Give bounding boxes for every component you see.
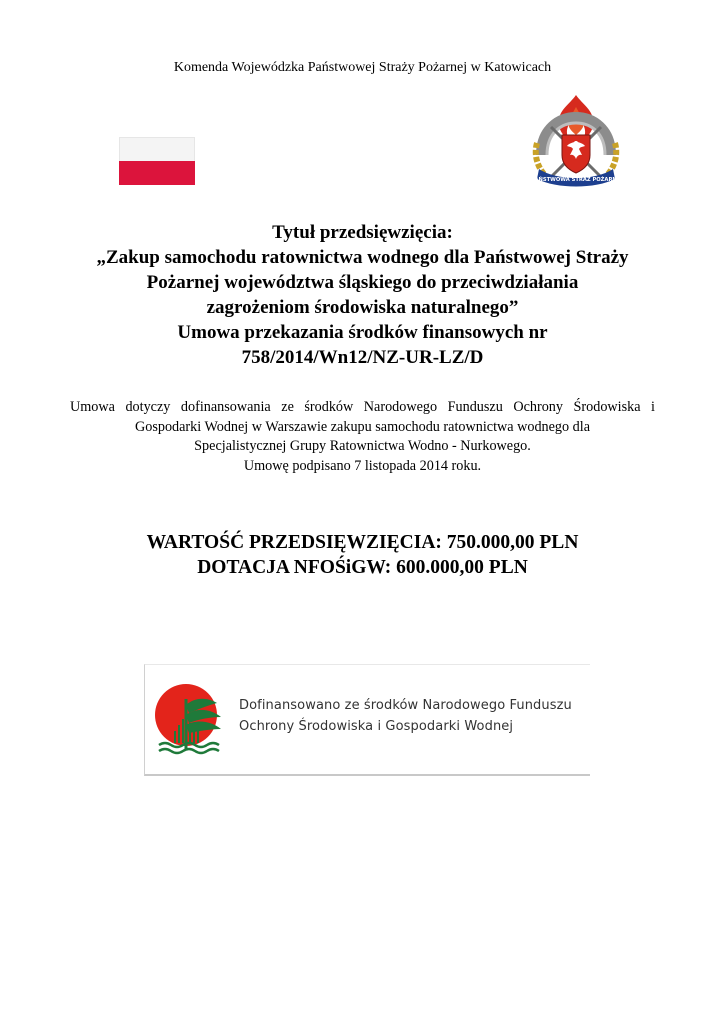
description-paragraph bbox=[70, 398, 655, 476]
organization-header: Komenda Wojewódzka Państwowej Straży Pożarnej w Katowicach bbox=[173, 60, 552, 75]
banner-line-1: Dofinansowano ze środków Narodowego Funduszu bbox=[239, 698, 572, 713]
description-line: Umowa dotyczy dofinansowania ze środków Narodowego Funduszu Ochrony Środowiska i bbox=[70, 399, 655, 415]
description-line: Specjalistycznej Grupy Ratownictwa Wodno - Nurkowego. bbox=[194, 438, 531, 454]
polish-flag-icon bbox=[119, 137, 195, 185]
title-line: Tytuł przedsięwzięcia: bbox=[272, 222, 453, 243]
funding-values bbox=[40, 530, 685, 580]
title-line: Pożarnej województwa śląskiego do przeciwdziałania bbox=[146, 272, 579, 293]
description-line: Umowę podpisano 7 listopada 2014 roku. bbox=[243, 457, 482, 474]
nfosigw-banner bbox=[144, 664, 590, 776]
title-line: 758/2014/Wn12/NZ-UR-LZ/D bbox=[241, 347, 484, 368]
grant-value: DOTACJA NFOŚiGW: 600.000,00 PLN bbox=[197, 557, 528, 578]
project-title bbox=[60, 220, 665, 370]
banner-line-2: Ochrony Środowiska i Gospodarki Wodnej bbox=[239, 719, 514, 734]
emblem-ribbon-text: PAŃSTWOWA STRAŻ POŻARNA bbox=[531, 177, 621, 183]
project-value: WARTOŚĆ PRZEDSIĘWZIĘCIA: 750.000,00 PLN bbox=[146, 532, 579, 553]
title-line: „Zakup samochodu ratownictwa wodnego dla Państwowej Straży bbox=[96, 247, 629, 268]
description-line: Gospodarki Wodnej w Warszawie zakupu samochodu ratownictwa wodnego dla bbox=[134, 418, 590, 435]
title-line: Umowa przekazania środków finansowych nr bbox=[177, 322, 548, 343]
fire-service-emblem bbox=[529, 93, 623, 189]
nfosigw-logo-icon bbox=[153, 679, 223, 759]
title-line: zagrożeniom środowiska naturalnego” bbox=[206, 297, 519, 318]
